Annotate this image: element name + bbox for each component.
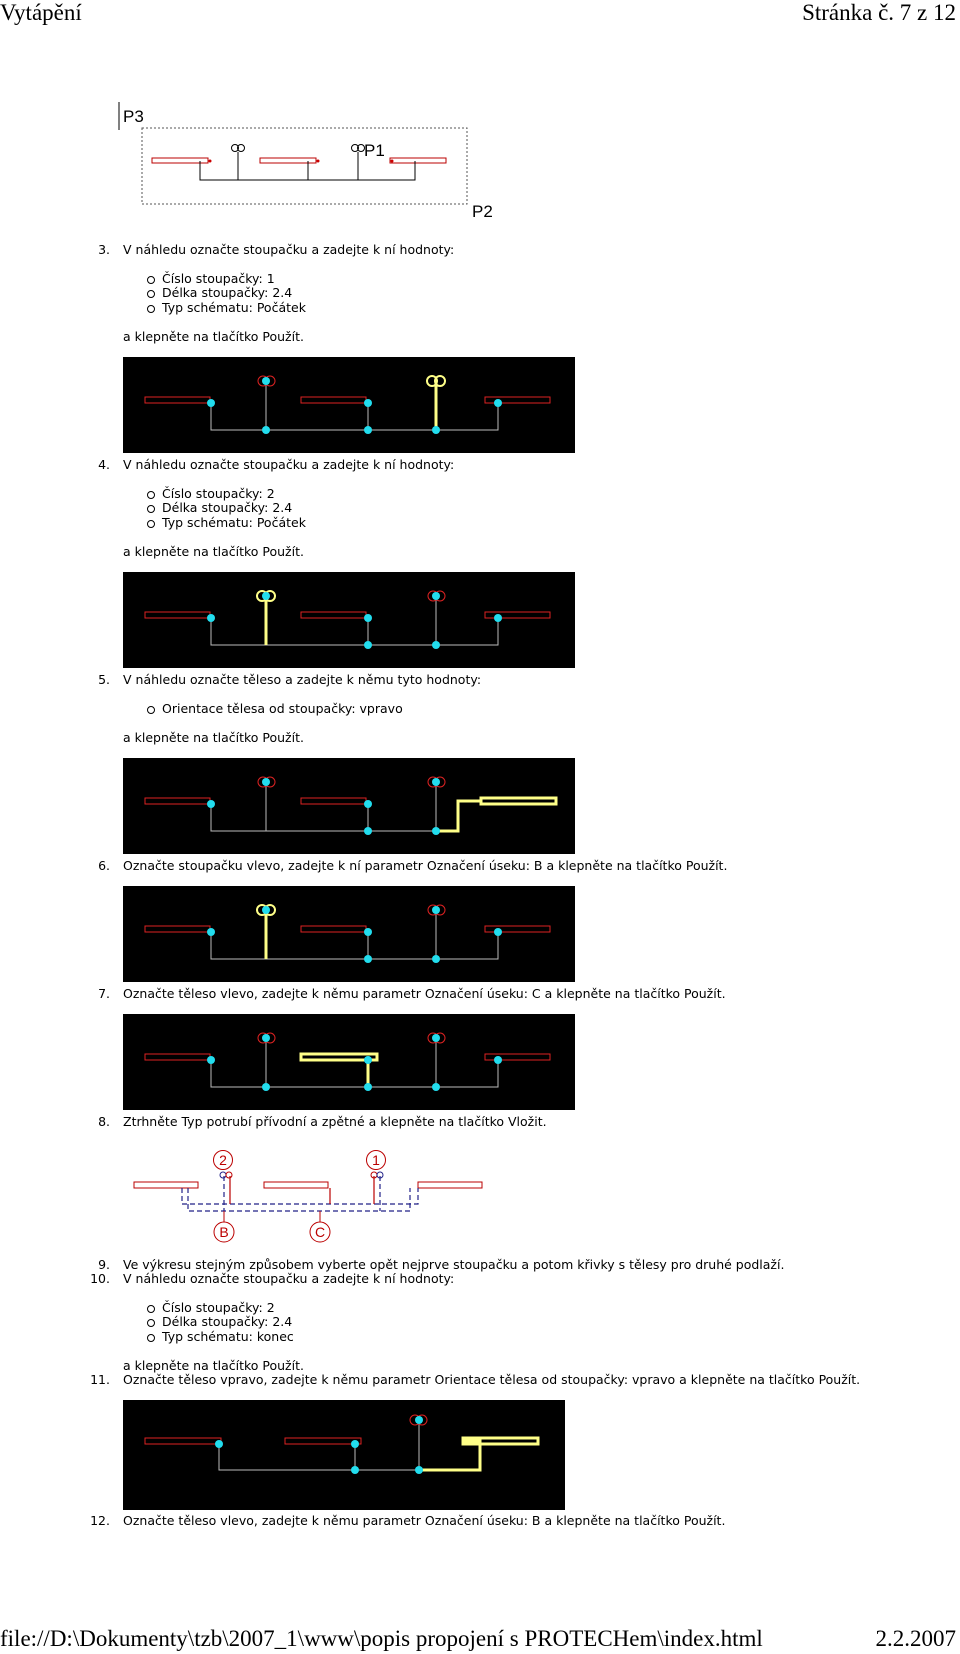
list-item: Typ schématu: Počátek: [162, 515, 306, 530]
page-footer-date: 2.2.2007: [875, 1626, 956, 1651]
label-riser-2: 2: [219, 1152, 227, 1168]
step-after-text: a klepněte na tlačítko Použít.: [123, 544, 304, 559]
bullet-icon: [147, 1305, 155, 1313]
list-item: Délka stoupačky: 2.4: [162, 500, 293, 515]
step-number: 12.: [90, 1513, 110, 1528]
step-text: Označte těleso vlevo, zadejte k němu parametr Označení úseku: C a klepněte na tlačítko Použít.: [123, 986, 726, 1001]
step-number: 9.: [98, 1257, 110, 1272]
step-text: Označte těleso vlevo, zadejte k němu parametr Označení úseku: B a klepněte na tlačítko Použít.: [123, 1513, 726, 1528]
step-text: V náhledu označte stoupačku a zadejte k ní hodnoty:: [123, 242, 455, 257]
step-number: 8.: [98, 1114, 110, 1129]
label-p3: P3: [123, 107, 144, 126]
preview-diagram-step5: [123, 758, 575, 854]
bullet-icon: [147, 290, 155, 298]
list-item: Číslo stoupačky: 1: [162, 271, 275, 286]
step-number: 7.: [98, 986, 110, 1001]
step-number: 10.: [90, 1271, 110, 1286]
page-header-title: Vytápění: [0, 0, 82, 25]
bullet-icon: [147, 276, 155, 284]
preview-diagram-step11: [123, 1400, 565, 1510]
step-number: 5.: [98, 672, 110, 687]
step-number: 3.: [98, 242, 110, 257]
step-text: Označte stoupačku vlevo, zadejte k ní parametr Označení úseku: B a klepněte na tlačítko Použít.: [123, 858, 728, 873]
step-number: 6.: [98, 858, 110, 873]
step-number: 4.: [98, 457, 110, 472]
bullet-icon: [147, 305, 155, 313]
step-text: Ve výkresu stejným způsobem vyberte opět nejprve stoupačku a potom křivky s tělesy pro druhé podlaží.: [123, 1257, 785, 1272]
step-text: V náhledu označte stoupačku a zadejte k ní hodnoty:: [123, 1271, 455, 1286]
list-item: Délka stoupačky: 2.4: [162, 1314, 293, 1329]
bullet-icon: [147, 491, 155, 499]
list-item: Orientace tělesa od stoupačky: vpravo: [162, 701, 403, 716]
bullet-icon: [147, 706, 155, 714]
preview-diagram-step6: [123, 886, 575, 982]
bullet-icon: [147, 520, 155, 528]
label-p1: P1: [364, 141, 385, 160]
label-section-b: B: [219, 1224, 229, 1240]
label-p2: P2: [472, 202, 493, 221]
step-text: Ztrhněte Typ potrubí přívodní a zpětné a klepněte na tlačítko Vložit.: [123, 1114, 547, 1129]
page-footer-path: file://D:\Dokumenty\tzb\2007_1\www\popis propojení s PROTECHem\index.html: [0, 1626, 763, 1651]
step-text: V náhledu označte těleso a zadejte k němu tyto hodnoty:: [123, 672, 482, 687]
bullet-icon: [147, 1334, 155, 1342]
bullet-icon: [147, 505, 155, 513]
piping-labels-diagram: [130, 1148, 490, 1248]
list-item: Délka stoupačky: 2.4: [162, 285, 293, 300]
step-text: V náhledu označte stoupačku a zadejte k ní hodnoty:: [123, 457, 455, 472]
list-item: Číslo stoupačky: 2: [162, 1300, 275, 1315]
preview-diagram-step4: [123, 572, 575, 668]
step-text: Označte těleso vpravo, zadejte k němu parametr Orientace tělesa od stoupačky: vpravo a klepněte na tlačítko Použít.: [123, 1372, 861, 1387]
step-after-text: a klepněte na tlačítko Použít.: [123, 329, 304, 344]
riser-schema-diagram: [118, 100, 508, 228]
step-after-text: a klepněte na tlačítko Použít.: [123, 1358, 304, 1373]
label-riser-1: 1: [372, 1152, 380, 1168]
label-section-c: C: [314, 1224, 326, 1240]
step-after-text: a klepněte na tlačítko Použít.: [123, 730, 304, 745]
list-item: Typ schématu: Počátek: [162, 300, 306, 315]
page-number: Stránka č. 7 z 12: [802, 0, 956, 25]
list-item: Typ schématu: konec: [162, 1329, 294, 1344]
selection-frame: [142, 128, 467, 204]
preview-diagram-step3: [123, 357, 575, 453]
preview-diagram-step7: [123, 1014, 575, 1110]
step-number: 11.: [90, 1372, 110, 1387]
list-item: Číslo stoupačky: 2: [162, 486, 275, 501]
bullet-icon: [147, 1319, 155, 1327]
